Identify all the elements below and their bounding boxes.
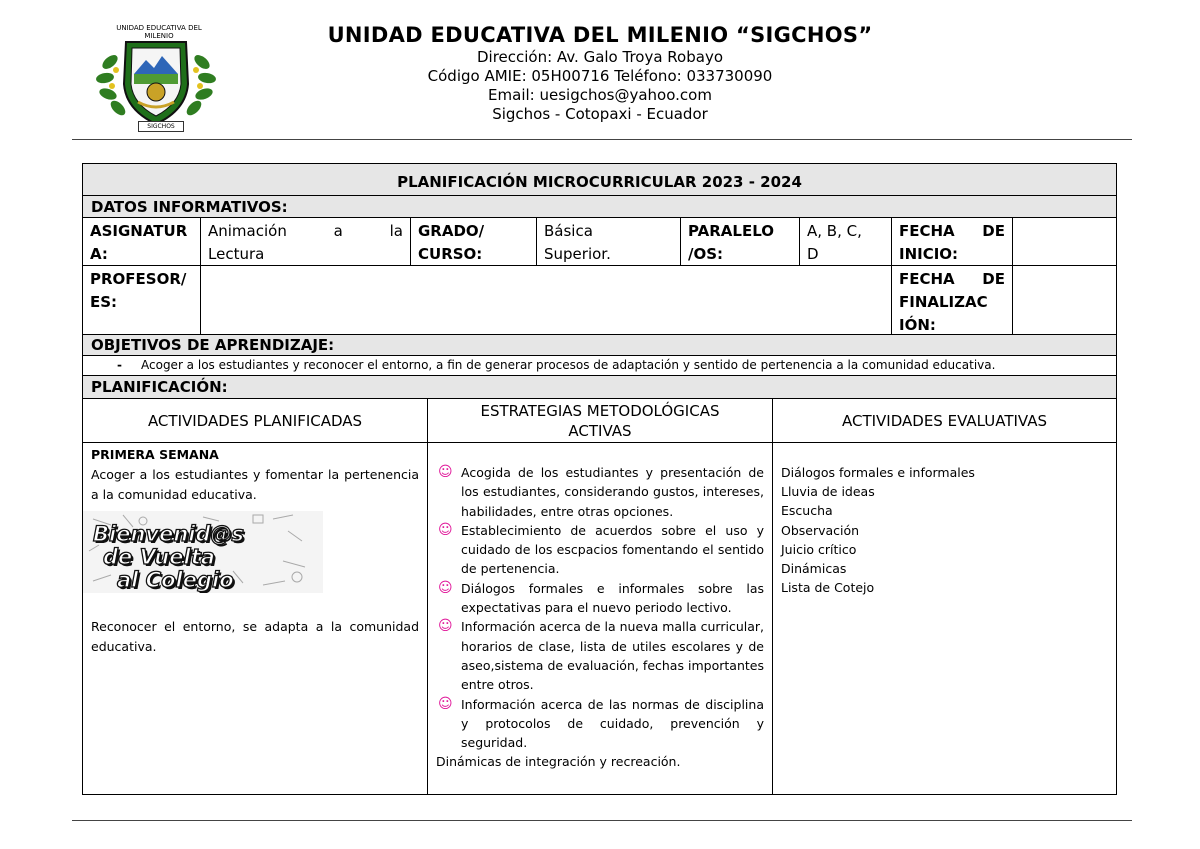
banner-line-2: de Vuelta	[103, 545, 215, 569]
evaluativa-item: Lista de Cotejo	[781, 580, 875, 596]
grado-label	[411, 218, 537, 265]
fecha-inicio-word-1: FECHA	[899, 222, 955, 240]
estrategia-text: Información acerca de la nueva malla curricular, horarios de clase, lista de utiles escolares y de aseo,sistema de evaluación, fechas importantes entre otros.	[461, 619, 764, 693]
estrategia-text: Información acerca de las normas de disciplina y protocolos de cuidado, prevención y seguridad.	[461, 696, 764, 751]
smiley-icon: ☺	[438, 521, 453, 538]
paralelo-value	[800, 218, 892, 265]
welcome-banner-image	[83, 511, 323, 593]
smiley-icon: ☺	[438, 618, 453, 635]
col-header-estrategias: ESTRATEGIAS METODOLÓGICAS ACTIVAS	[428, 399, 773, 442]
school-name: UNIDAD EDUCATIVA DEL MILENIO “SIGCHOS”	[327, 23, 873, 47]
banner-line-1: Bienvenid@s	[93, 522, 245, 546]
profesor-label-line2: ES:	[90, 293, 118, 311]
smiley-icon: ☺	[438, 695, 453, 712]
estrategia-item	[436, 579, 764, 618]
col-header-evaluativas: ACTIVIDADES EVALUATIVAS	[841, 411, 1047, 430]
asignatura-label-line2: A:	[90, 245, 108, 263]
objetivos-heading: OBJETIVOS DE APRENDIZAJE:	[83, 335, 1116, 356]
evaluativa-item: Juicio crítico	[781, 541, 857, 557]
profesor-value	[201, 266, 892, 334]
grado-value	[537, 218, 681, 265]
estrategia-item	[436, 695, 764, 753]
document-header	[230, 22, 970, 124]
objetivo-item	[83, 356, 1116, 376]
grado-value-line1: Básica	[544, 222, 593, 240]
profesor-label	[83, 266, 201, 334]
week-title: PRIMERA SEMANA	[91, 447, 219, 462]
asignatura-row	[83, 218, 1116, 266]
grado-value-line2: Superior.	[544, 245, 611, 263]
estrategia-item	[436, 521, 764, 579]
table-title: PLANIFICACIÓN MICROCURRICULAR 2023 - 2024	[83, 164, 1116, 196]
email-line: Email: uesigchos@yahoo.com	[488, 86, 712, 104]
columns-header-row	[83, 399, 1116, 443]
footer-divider	[72, 820, 1132, 821]
grado-label-line1: GRADO/	[418, 222, 485, 240]
evaluativas-cell	[773, 443, 1116, 795]
estrategia-item	[436, 463, 764, 521]
asignatura-label	[83, 218, 201, 265]
estrategia-item	[436, 617, 764, 694]
estrategia-closing: Dinámicas de integración y recreación.	[436, 754, 681, 770]
asignatura-label-line1: ASIGNATUR	[90, 222, 188, 240]
fecha-fin-label-line2: FINALIZAC	[899, 293, 988, 311]
actividad-paragraph-2: Reconocer el entorno, se adapta a la comunidad educativa.	[91, 619, 419, 654]
evaluativa-item: Escucha	[781, 503, 833, 519]
fecha-fin-label-line3: IÓN:	[899, 316, 936, 334]
datos-informativos-heading: DATOS INFORMATIVOS:	[83, 196, 1116, 218]
objetivo-bullet: -	[117, 358, 122, 372]
paralelo-label-line2: /OS:	[688, 245, 724, 263]
code-phone-line: Código AMIE: 05H00716 Teléfono: 033730090	[427, 67, 773, 85]
fecha-inicio-label	[892, 218, 1013, 265]
smiley-icon: ☺	[438, 464, 453, 480]
estrategia-text: Diálogos formales e informales sobre las expectativas para el nuevo periodo lectivo.	[461, 580, 764, 616]
header-divider	[72, 139, 1132, 140]
smiley-icon: ☺	[438, 579, 453, 596]
profesor-row	[83, 266, 1116, 335]
fecha-fin-label-line1	[899, 268, 1005, 291]
actividades-cell	[83, 443, 428, 795]
asignatura-value-line2: Lectura	[208, 245, 265, 263]
fecha-inicio-value	[1013, 218, 1116, 265]
asignatura-word-2: a	[333, 222, 343, 240]
profesor-label-line1: PROFESOR/	[90, 270, 187, 288]
fecha-fin-word-1: FECHA	[899, 270, 955, 288]
evaluativa-item: Diálogos formales e informales	[781, 465, 975, 480]
planning-table	[82, 163, 1117, 795]
evaluativa-item: Dinámicas	[781, 561, 847, 577]
paralelo-value-line1: A, B, C,	[807, 222, 862, 240]
logo-top-text: UNIDAD EDUCATIVA DEL MILENIO	[116, 24, 202, 40]
address-line: Dirección: Av. Galo Troya Robayo	[476, 48, 723, 66]
fecha-inicio-label-line2: INICIO:	[899, 245, 959, 263]
banner-line-3: al Colegio	[117, 568, 234, 592]
col-header-actividades: ACTIVIDADES PLANIFICADAS	[83, 399, 428, 442]
paralelo-label	[681, 218, 800, 265]
fecha-fin-word-2: DE	[982, 270, 1005, 288]
logo-bottom-text: SIGCHOS	[138, 121, 184, 132]
asignatura-value	[201, 218, 411, 265]
estrategia-text: Acogida de los estudiantes y presentación de los estudiantes, considerando gustos, intereses, habilidades, entre otras opciones.	[461, 465, 764, 519]
grado-label-line2: CURSO:	[418, 245, 483, 263]
actividad-paragraph-1: Acoger a los estudiantes y fomentar la pertenencia a la comunidad educativa.	[91, 467, 419, 502]
objetivo-text: Acoger a los estudiantes y reconocer el entorno, a fin de generar procesos de adaptación y sentido de pertenencia a la comunidad educativa.	[141, 358, 996, 372]
location-line: Sigchos - Cotopaxi - Ecuador	[492, 105, 708, 123]
asignatura-value-line1	[208, 220, 403, 243]
estrategias-cell	[428, 443, 773, 795]
fecha-fin-label	[892, 266, 1013, 334]
fecha-fin-value	[1013, 266, 1116, 334]
asignatura-word-3: la	[389, 222, 403, 240]
estrategia-text: Establecimiento de acuerdos sobre el uso y cuidado de los escpacios fomentando el sentido de pertenencia.	[461, 522, 764, 577]
planificacion-heading: PLANIFICACIÓN:	[83, 376, 1116, 399]
evaluativa-item: Observación	[781, 522, 860, 538]
fecha-inicio-label-line1	[899, 220, 1005, 243]
fecha-inicio-word-2: DE	[982, 222, 1005, 240]
evaluativa-item: Lluvia de ideas	[781, 484, 875, 500]
asignatura-word-1: Animación	[208, 222, 287, 240]
paralelo-label-line1: PARALELO	[688, 222, 774, 240]
paralelo-value-line2: D	[807, 245, 819, 263]
content-row	[83, 443, 1116, 795]
